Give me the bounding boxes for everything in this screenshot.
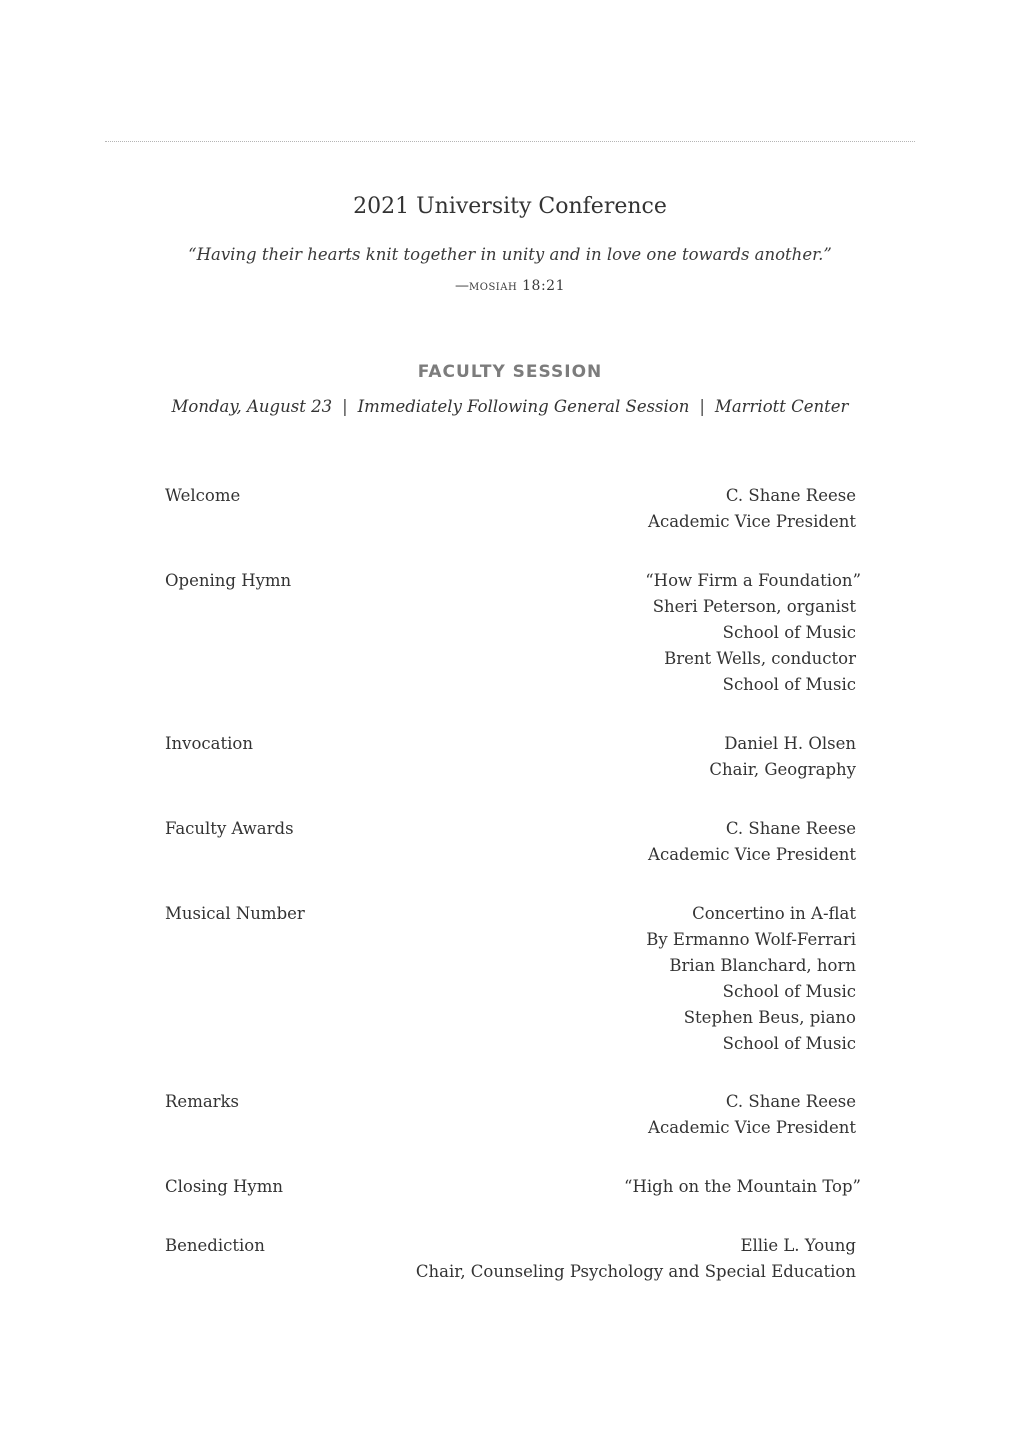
- program-detail-line: Brian Blanchard, horn: [669, 956, 856, 975]
- program-item-details: [648, 816, 856, 868]
- program-detail-line: C. Shane Reese: [725, 486, 856, 505]
- session-location: Marriott Center: [714, 397, 849, 416]
- program-item-label: Musical Number: [165, 904, 305, 923]
- session-heading: FACULTY SESSION: [417, 362, 603, 382]
- program-item-details: [416, 1233, 856, 1285]
- program-item-details: [645, 568, 861, 698]
- conference-title: 2021 University Conference: [353, 194, 667, 219]
- program-detail-line: School of Music: [722, 623, 856, 642]
- session-info: [0, 397, 1020, 416]
- program-item-details: [624, 1174, 861, 1200]
- program-detail-line: Ellie L. Young: [740, 1236, 856, 1255]
- session-separator: |: [699, 397, 705, 416]
- program-detail-line: By Ermanno Wolf-Ferrari: [646, 930, 856, 949]
- program-item-details: [709, 731, 856, 783]
- scripture-quote: “Having their hearts knit together in unity and in love one towards another.”: [188, 245, 832, 264]
- program-detail-line: Sheri Peterson, organist: [652, 597, 856, 616]
- program-detail-line: School of Music: [722, 982, 856, 1001]
- program-detail-line: “High on the Mountain Top”: [624, 1177, 861, 1196]
- program-item-label: Faculty Awards: [165, 819, 294, 838]
- program-item-label: Benediction: [165, 1236, 265, 1255]
- program-detail-line: Chair, Geography: [709, 760, 856, 779]
- program-detail-line: Daniel H. Olsen: [724, 734, 856, 753]
- program-detail-line: Stephen Beus, piano: [683, 1008, 856, 1027]
- program-item-label: Remarks: [165, 1092, 240, 1111]
- program-detail-line: School of Music: [722, 1034, 856, 1053]
- program-detail-line: Academic Vice President: [648, 512, 856, 531]
- session-timing: Immediately Following General Session: [357, 397, 690, 416]
- program-detail-line: “How Firm a Foundation”: [645, 571, 861, 590]
- program-detail-line: C. Shane Reese: [725, 819, 856, 838]
- program-detail-line: C. Shane Reese: [725, 1092, 856, 1111]
- session-separator: |: [342, 397, 348, 416]
- program-item-label: Welcome: [165, 486, 241, 505]
- program-item-details: [648, 483, 856, 535]
- program-detail-line: Academic Vice President: [648, 845, 856, 864]
- program-detail-line: Brent Wells, conductor: [664, 649, 856, 668]
- program-item-label: Closing Hymn: [165, 1177, 283, 1196]
- program-detail-line: School of Music: [722, 675, 856, 694]
- citation-dash: —: [455, 278, 469, 294]
- session-date: Monday, August 23: [171, 397, 333, 416]
- program-detail-line: Concertino in A-flat: [692, 904, 856, 923]
- program-item-details: [646, 901, 856, 1057]
- program-item-label: Opening Hymn: [165, 571, 292, 590]
- program-detail-line: Chair, Counseling Psychology and Special Education: [415, 1262, 856, 1281]
- citation-source: mosiah 18:21: [469, 278, 565, 294]
- program-item-details: [648, 1089, 856, 1141]
- program-item-label: Invocation: [165, 734, 253, 753]
- scripture-citation: [0, 278, 1020, 294]
- program-detail-line: Academic Vice President: [648, 1118, 856, 1137]
- top-divider: [105, 141, 915, 142]
